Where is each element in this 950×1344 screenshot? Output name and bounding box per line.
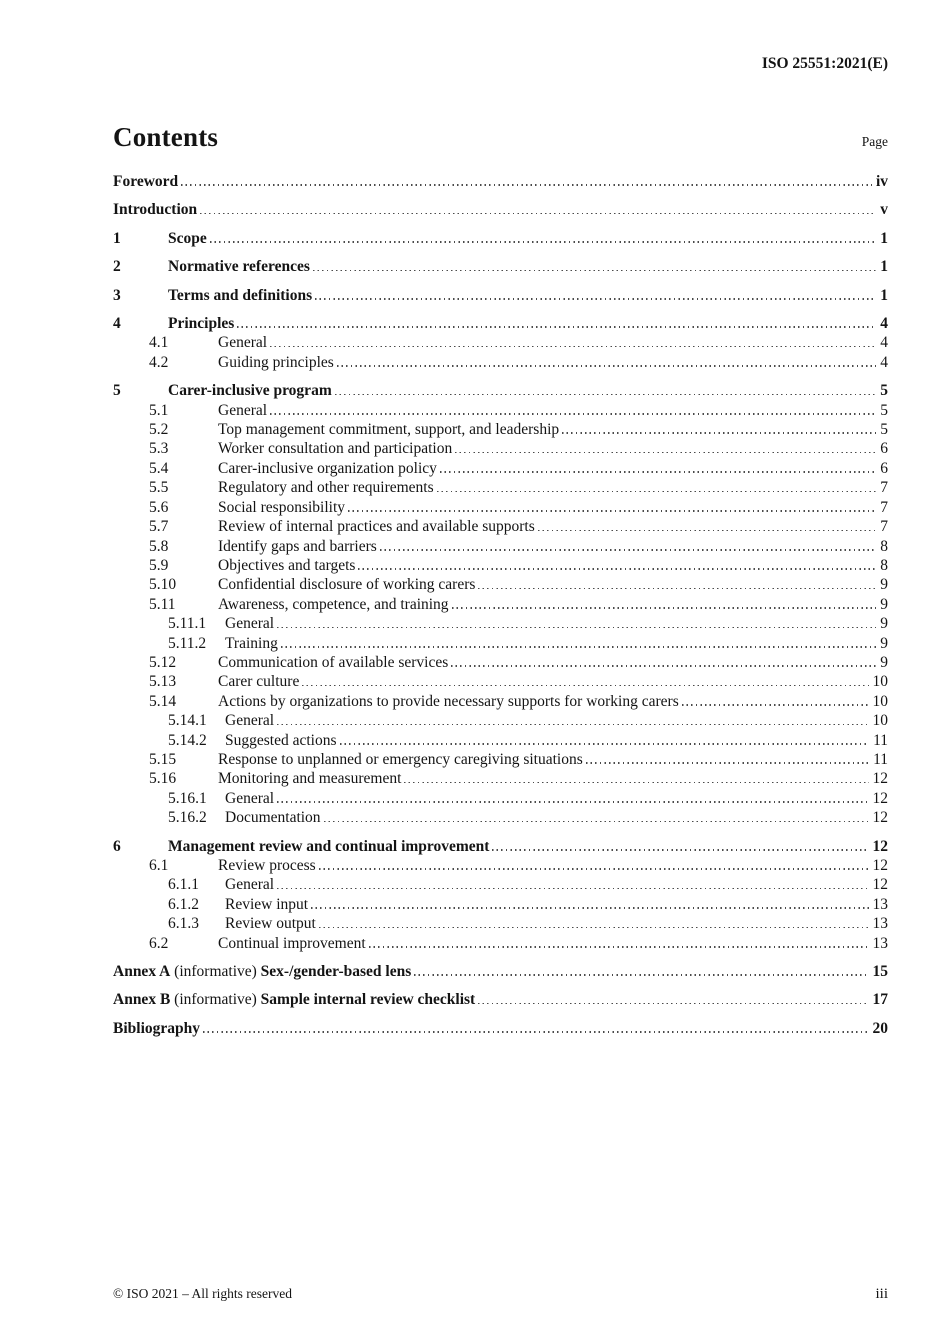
toc-entry[interactable] — [113, 172, 888, 191]
page-content — [113, 0, 888, 1038]
toc-entry-page: 1 — [880, 229, 888, 247]
toc-entry[interactable] — [113, 614, 888, 633]
toc-entry-page: 9 — [880, 615, 888, 633]
toc-entry[interactable] — [113, 934, 888, 953]
toc-entry-label: Response to unplanned or emergency caregiving situations — [218, 750, 583, 768]
dot-leader — [440, 471, 876, 473]
toc-entry[interactable] — [113, 672, 888, 691]
toc-entry-label: Bibliography — [113, 1019, 200, 1037]
dot-leader — [203, 1031, 869, 1033]
toc-entry-number: 5.15 — [149, 750, 177, 768]
toc-entry-page: 4 — [880, 334, 888, 352]
contents-header-row — [113, 122, 888, 153]
toc-entry[interactable] — [113, 257, 888, 276]
toc-entry-number: 5.4 — [149, 459, 169, 477]
toc-entry[interactable] — [113, 692, 888, 711]
toc-entry-number: 5.16.2 — [168, 809, 207, 827]
toc-entry-page: 5 — [880, 382, 888, 400]
toc-entry[interactable] — [113, 895, 888, 914]
toc-entry[interactable] — [113, 200, 888, 219]
dot-leader — [492, 849, 868, 851]
toc-entry[interactable] — [113, 229, 888, 248]
toc-entry[interactable] — [113, 962, 888, 981]
toc-entry[interactable] — [113, 537, 888, 556]
dot-leader — [313, 270, 876, 272]
toc-entry-label: Terms and definitions — [168, 286, 313, 304]
dot-leader — [451, 665, 876, 667]
toc-entry[interactable] — [113, 914, 888, 933]
toc-entry-number: 5.6 — [149, 498, 169, 516]
toc-entry-page: 10 — [872, 673, 888, 691]
toc-entry-number: 4.2 — [149, 353, 169, 371]
toc-entry-label: Training — [225, 634, 278, 652]
toc-entry-page: 9 — [880, 576, 888, 594]
toc-entry-page: 12 — [872, 809, 888, 827]
dot-leader — [302, 685, 868, 687]
toc-entry-page: 8 — [880, 537, 888, 555]
toc-entry[interactable] — [113, 575, 888, 594]
toc-entry[interactable] — [113, 459, 888, 478]
toc-entry-number: 5 — [113, 382, 121, 400]
toc-entry[interactable] — [113, 478, 888, 497]
toc-entry[interactable] — [113, 856, 888, 875]
toc-entry-number: 5.2 — [149, 421, 169, 439]
toc-entry-label: General — [225, 712, 275, 730]
toc-entry-page: 10 — [872, 692, 888, 710]
toc-entry-number: 4.1 — [149, 334, 169, 352]
footer-page-number: iii — [875, 1286, 888, 1302]
toc-entry-label: Foreword — [113, 173, 179, 190]
toc-entry-label: Suggested actions — [225, 731, 337, 749]
toc-entry-label: Carer-inclusive program — [168, 382, 332, 400]
dot-leader — [538, 530, 876, 532]
toc-entry-number: 5.14.2 — [168, 731, 207, 749]
toc-entry-page: 11 — [873, 750, 888, 768]
toc-entry-page: 1 — [880, 286, 888, 304]
dot-leader — [437, 491, 877, 493]
toc-list — [113, 172, 888, 1038]
dot-leader — [358, 568, 876, 570]
toc-entry-label: Review of internal practices and available supports — [218, 518, 535, 536]
toc-entry[interactable] — [113, 333, 888, 352]
dot-leader — [455, 452, 876, 454]
toc-entry-label: Identify gaps and barriers — [218, 537, 377, 555]
toc-entry-page: 13 — [872, 934, 888, 952]
dot-leader — [319, 927, 869, 929]
toc-entry-number: 5.5 — [149, 479, 169, 497]
toc-entry-page: 12 — [872, 857, 888, 874]
document-reference: ISO 25551:2021(E) — [761, 55, 888, 72]
toc-entry-label: Actions by organizations to provide necessary supports for working carers — [218, 692, 679, 710]
dot-leader — [200, 213, 876, 215]
toc-entry-number: 6.2 — [149, 934, 169, 952]
toc-entry-page: 17 — [872, 991, 888, 1009]
dot-leader — [270, 413, 876, 415]
toc-entry[interactable] — [113, 498, 888, 517]
toc-entry-page: 15 — [872, 963, 888, 981]
toc-entry-number: 5.14.1 — [168, 712, 207, 730]
toc-entry-label: Principles — [168, 315, 235, 333]
dot-leader — [335, 394, 877, 396]
toc-entry[interactable] — [113, 595, 888, 614]
dot-leader — [586, 762, 869, 764]
toc-entry-label: Annex A (informative) Sex-/gender-based lens — [113, 963, 412, 981]
toc-entry-number: 5.11 — [149, 595, 176, 613]
dot-leader — [380, 549, 876, 551]
toc-entry-number: 6.1.2 — [168, 895, 199, 913]
toc-entry-page: 13 — [872, 915, 888, 933]
toc-entry-label: Management review and continual improvement — [168, 837, 490, 855]
toc-entry-label: Documentation — [225, 809, 321, 827]
toc-entry-number: 5.14 — [149, 692, 177, 710]
toc-entry[interactable] — [113, 439, 888, 458]
toc-entry-page: 12 — [872, 789, 888, 807]
toc-entry-label: Monitoring and measurement — [218, 770, 402, 788]
toc-entry-page: 12 — [872, 837, 888, 855]
toc-entry[interactable] — [113, 750, 888, 769]
dot-leader — [414, 974, 868, 976]
toc-entry-label: Scope — [168, 229, 207, 247]
toc-entry-page: 5 — [880, 421, 888, 439]
toc-entry[interactable] — [113, 556, 888, 575]
dot-leader — [237, 326, 876, 328]
toc-entry-page: 12 — [872, 770, 888, 788]
toc-entry-page: 12 — [872, 876, 888, 894]
toc-entry-label: Social responsibility — [218, 498, 346, 516]
toc-entry-number: 5.16.1 — [168, 789, 207, 807]
dot-leader — [277, 724, 868, 726]
toc-entry-page: 5 — [880, 401, 888, 419]
toc-entry-number: 5.9 — [149, 556, 169, 574]
toc-entry[interactable] — [113, 837, 888, 856]
toc-entry-label: Communication of available services — [218, 653, 449, 671]
toc-entry-number: 6.1 — [149, 857, 169, 874]
toc-entry[interactable] — [113, 711, 888, 730]
dot-leader — [315, 298, 876, 300]
toc-entry-number: 5.11.1 — [168, 615, 207, 633]
toc-entry-number: 5.7 — [149, 518, 169, 536]
toc-entry-page: 8 — [880, 556, 888, 574]
dot-leader — [369, 946, 869, 948]
dot-leader — [337, 365, 876, 367]
dot-leader — [682, 704, 869, 706]
toc-entry-label: Review output — [225, 915, 316, 933]
toc-entry-page: 6 — [880, 459, 888, 477]
toc-entry-label: Objectives and targets — [218, 556, 356, 574]
dot-leader — [270, 346, 876, 348]
toc-entry-page: 7 — [880, 518, 888, 536]
toc-entry-label: Worker consultation and participation — [218, 440, 453, 458]
toc-entry[interactable] — [113, 808, 888, 827]
toc-entry-label: Introduction — [113, 201, 198, 219]
toc-entry-page: 9 — [880, 595, 888, 613]
toc-entry-page: 9 — [880, 634, 888, 652]
toc-entry-label: Confidential disclosure of working carers — [218, 576, 476, 594]
toc-entry-label: Annex B (informative) Sample internal review checklist — [113, 991, 476, 1009]
toc-entry-number: 4 — [113, 315, 121, 333]
dot-leader — [478, 588, 876, 590]
dot-leader — [181, 184, 872, 186]
toc-entry[interactable] — [113, 517, 888, 536]
toc-entry-label: Top management commitment, support, and leadership — [218, 421, 560, 439]
footer-copyright: © ISO 2021 – All rights reserved — [113, 1286, 292, 1301]
page-footer — [113, 1286, 888, 1303]
toc-entry[interactable] — [113, 286, 888, 305]
dot-leader — [311, 907, 868, 909]
toc-entry[interactable] — [113, 420, 888, 439]
toc-entry[interactable] — [113, 1019, 888, 1038]
dot-leader — [277, 627, 876, 629]
dot-leader — [340, 743, 870, 745]
toc-entry-number: 5.3 — [149, 440, 169, 458]
toc-entry-label: Normative references — [168, 258, 310, 276]
page-column-label: Page — [861, 134, 888, 149]
dot-leader — [319, 868, 869, 870]
toc-entry-number: 2 — [113, 258, 121, 276]
dot-leader — [281, 646, 876, 648]
toc-entry-page: v — [880, 201, 888, 219]
dot-leader — [452, 607, 877, 609]
toc-entry-number: 3 — [113, 286, 121, 304]
dot-leader — [324, 821, 869, 823]
toc-entry-number: 6.1.1 — [168, 876, 199, 894]
toc-entry-number: 5.1 — [149, 401, 169, 419]
toc-entry-label: Continual improvement — [218, 934, 366, 952]
toc-entry-page: 7 — [880, 479, 888, 497]
dot-leader — [348, 510, 876, 512]
toc-entry-page: 10 — [872, 712, 888, 730]
toc-entry-page: 7 — [880, 498, 888, 516]
toc-entry-number: 6.1.3 — [168, 915, 199, 933]
toc-entry[interactable] — [113, 634, 888, 653]
toc-entry[interactable] — [113, 381, 888, 400]
toc-entry-label: Review process — [218, 857, 316, 874]
dot-leader — [478, 1003, 868, 1005]
dot-leader — [210, 241, 877, 243]
toc-entry-number: 5.8 — [149, 537, 169, 555]
dot-leader — [277, 801, 868, 803]
toc-entry-number: 5.10 — [149, 576, 177, 594]
page-title: Contents — [113, 122, 219, 152]
toc-entry-page: 1 — [880, 258, 888, 276]
toc-entry-page: 9 — [880, 653, 888, 671]
toc-entry-page: 6 — [880, 440, 888, 458]
toc-entry-page: 20 — [872, 1019, 888, 1037]
toc-entry-label: General — [218, 334, 268, 352]
toc-entry[interactable] — [113, 314, 888, 333]
toc-entry-page: 13 — [872, 895, 888, 913]
toc-entry-label: Carer-inclusive organization policy — [218, 459, 437, 477]
dot-leader — [404, 782, 868, 784]
toc-entry[interactable] — [113, 875, 888, 894]
dot-leader — [562, 432, 876, 434]
toc-entry-label: Carer culture — [218, 673, 300, 691]
dot-leader — [277, 888, 868, 890]
toc-entry-number: 6 — [113, 837, 121, 855]
toc-entry-label: General — [225, 615, 275, 633]
toc-entry-label: General — [225, 789, 275, 807]
toc-entry-number: 5.11.2 — [168, 634, 207, 652]
toc-entry[interactable] — [113, 401, 888, 420]
toc-entry-page: 4 — [880, 315, 888, 333]
toc-entry-label: Awareness, competence, and training — [218, 595, 449, 613]
toc-entry-label: Regulatory and other requirements — [218, 479, 434, 497]
toc-entry[interactable] — [113, 353, 888, 372]
toc-entry-number: 1 — [113, 229, 121, 247]
toc-entry[interactable] — [113, 990, 888, 1009]
toc-entry-label: General — [218, 401, 268, 419]
toc-entry-page: iv — [875, 173, 888, 190]
toc-entry[interactable] — [113, 731, 888, 750]
toc-entry-number: 5.12 — [149, 653, 177, 671]
toc-entry[interactable] — [113, 653, 888, 672]
toc-entry-label: Guiding principles — [218, 353, 334, 371]
toc-entry-page: 11 — [873, 731, 888, 749]
toc-entry-page: 4 — [880, 353, 888, 371]
toc-entry[interactable] — [113, 769, 888, 788]
toc-entry-label: Review input — [225, 895, 309, 913]
toc-entry-number: 5.16 — [149, 770, 177, 788]
toc-entry-number: 5.13 — [149, 673, 177, 691]
toc-entry[interactable] — [113, 789, 888, 808]
toc-entry-label: General — [225, 876, 275, 894]
